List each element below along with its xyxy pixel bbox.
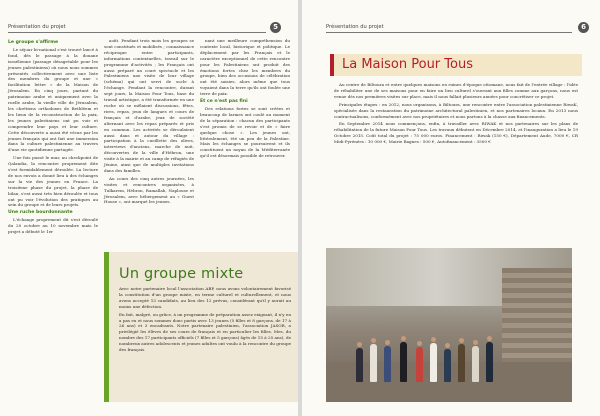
page-header-label: Présentation du projet xyxy=(8,24,66,30)
person-figure xyxy=(444,349,451,382)
paragraph: Le séjour bi-national s'est trouvé lancé à fond, dès le passage à la douane israélienne (passage désagréable pour les jeunes palestiniens) où nous nous sommes présentés collectivement avec une liste des membres du groupe et une « facilitation lettre » de la Maison de Jérusalem. En cinq jours, partant du patrimoine arabe et uniquement avec la ruelle arabe, la vieille ville de Jérusalem, les chrétiens orthodoxes de Bethléem et les lieux de la reconstruction de la paix, les jeunes palestiniens ont pu voir et comprendre leur pays et leur culture. Cette découverte a aussi été vécue par les jeunes français qui ont fait une immersion dans la culture palestinienne au travers d'une vie quotidienne partagée. xyxy=(8,46,98,153)
person-figure xyxy=(458,344,465,382)
person-figure xyxy=(472,346,479,382)
page-number: 5 xyxy=(270,22,281,33)
person-figure xyxy=(430,343,437,382)
paragraph: Au centre de Biltoura et entre quelques maisons en ruines d'époque ottomane, nous fait de l'entrée village : l'idée de réhabiliter une de ses maisons pour en faire un lieu culturel s'ouvrant aux filles comme aux garçons, nous est venue dès nos premières visites sur place, mais il nous fallait plusieurs années pour concrétiser ce projet. xyxy=(334,82,578,99)
person-figure xyxy=(400,342,407,382)
groupe-mixte-box xyxy=(104,252,298,402)
left-column-3 xyxy=(200,38,290,161)
section-title: La Maison Pour Tous xyxy=(342,57,473,72)
left-page xyxy=(0,0,298,416)
box-title: Un groupe mixte xyxy=(119,266,244,282)
paragraph: Avec notre partenaire local l'association ABP, nous avons volontairement favorisé la constitution d'un groupe mixte, en terme culturel et culturellement, et nous avons accepté 13 candidats, au lieu des 12 prévus, considérant qu'il y aurait au moins une défection. xyxy=(119,286,291,309)
header-rule xyxy=(326,32,572,33)
paragraph: nant une meilleure compréhension du contexte local, historique et politique. Le déplacement par les Français et le caractère exceptionnel de cette rencontre pour les Palestiniens ont produit des émotions fortes chez les membres du groupe, bien des occasions de célébration ont été saisies, alors même que tous voyaient dans la terre qu'ils ont foulée une terre de paix. xyxy=(200,38,290,97)
paragraph: En Septembre 2014 nous commençons, enfin, à travailler avec RIWAK et nos partenaires sur les plans de réhabilitation de la future Maison Pour Tous. Les travaux débutent en Décembre 2014, et l'inauguration a lieu le 19 Octobre 2015. Coût total du projet : 75 000 euros. Financement : Riwak (150 €), Département Aude, 7000 €, CR Midi-Pyrénées : 10 000 €, Mairie Bagnes : 500 €, Autofinancement : 3500 € xyxy=(334,121,578,145)
header-rule xyxy=(8,32,266,33)
section-heading: Le groupe s'affirme xyxy=(8,40,59,45)
paragraph: En fait, malgré, ou grâce, à un programme de préparation assez exigeant, il n'y en a pas eu et nous sommes donc partis avec 13 jeunes (5 filles et 8 garçons, de 17 à 26 ans) et 3 encadrants. Notre partenaire palestinien, l'association JASOR, a privilégié les élèves de ses cours de français et en particulier les filles. Mes, du nombre des 17 participants officiels (7 filles et 5 garçons) âgés de 15 à 25 ans), de nombreux autres adolescents et jeunes adultes ont voulu à la rencontre du groupe des français. xyxy=(119,311,291,353)
maison-body xyxy=(334,82,578,147)
section-subhead: Et ce n'est pas fini xyxy=(200,99,248,105)
person-figure xyxy=(370,344,377,382)
person-figure xyxy=(384,346,391,382)
section-title-bar xyxy=(330,54,582,76)
paragraph: Une fois passé le mur, au checkpoint de Qalandia, la rencontre proprement dite s'est formidablement déroulée. La lecture de nos envois a donné lieu à des échanges sur la vie des jeunes en France. La troisième phase du projet, la phase de bilan, s'est aussi très bien déroulée et tous ont pu voir l'évolution des pratiques au sein du groupe et de leurs projets. xyxy=(8,155,98,208)
left-column-2 xyxy=(104,38,194,207)
paragraph: Des relations fortes se sont créées et beaucoup de larmes ont coulé au moment de la séparation : chacun des participants s'est promis de se revoir et de « faire quelque chose ». Les jeunes ont, littéralement, été un peu de la Palestine. Mais les échanges se poursuivent et ils constituent un noyau de la Méditerranée qu'il est désormais possible de retrouver. xyxy=(200,105,290,159)
person-figure xyxy=(356,348,363,382)
group-photo xyxy=(326,248,572,402)
photo-stairs xyxy=(502,268,572,368)
left-column-1 xyxy=(8,38,98,237)
right-page xyxy=(302,0,600,416)
paragraph: Au cours des cinq autres journées, les visites et rencontres organisées, à Tulkarem, Hébron, Ramallah, Naplouse et Jérusalem, avec hébergement au « Guest House », ont marqué les jeunes. xyxy=(104,175,194,205)
box-body xyxy=(119,286,291,355)
person-figure xyxy=(486,342,493,382)
paragraph: L'échange proprement dit s'est déroulé du 20 octobre au 10 novembre mais le projet a débuté le 1er xyxy=(8,217,98,235)
page-header-label: Présentation du projet xyxy=(326,24,384,30)
section-subhead: Une ruche bourdonnante xyxy=(8,210,73,216)
person-figure xyxy=(416,347,423,382)
page-number: 6 xyxy=(578,22,589,33)
paragraph: août. Pendant trois mois les groupes se sont constitués et mobilisés ; connaissance réciproque entre participants, informations contextuelles, travail sur le programme d'activités ; les Français ont aussi préparé un court spectacle et les Palestiniens une visite de leur village (schéma) qui ont servi de socle à l'échange. Pendant la rencontre, durant sept jours, la Maison Pour Tous, base du travail artistique, a été transformée en une ruche où se mêlaient discussions, fêtes, rires, repas, jeux de langues et cours de français et d'arabe, jeux de société alternant avec les repas préparés et pris en commun. Les activités se déroulaient aussi dans et autour du village : participation à la cueillette des olives, interviews d'anciens, marche de nuit, découvertes de la ville d'Hébron, une visite à la mairie et au camp de réfugiés de Jénine, ainsi que de multiples invitations dans des familles. xyxy=(104,38,194,173)
paragraph: Principales étapes : en 2012, nous organisons, à Biltoura, une rencontre entre l'association palestinienne RiwaK, spécialisée dans la restauration du patrimoine architectural palestinien, et nos partenaires locaux. En 2013 nous contractualisons, conformément avec nos propriétaires et nous partons à la chasse aux financements. xyxy=(334,101,578,119)
